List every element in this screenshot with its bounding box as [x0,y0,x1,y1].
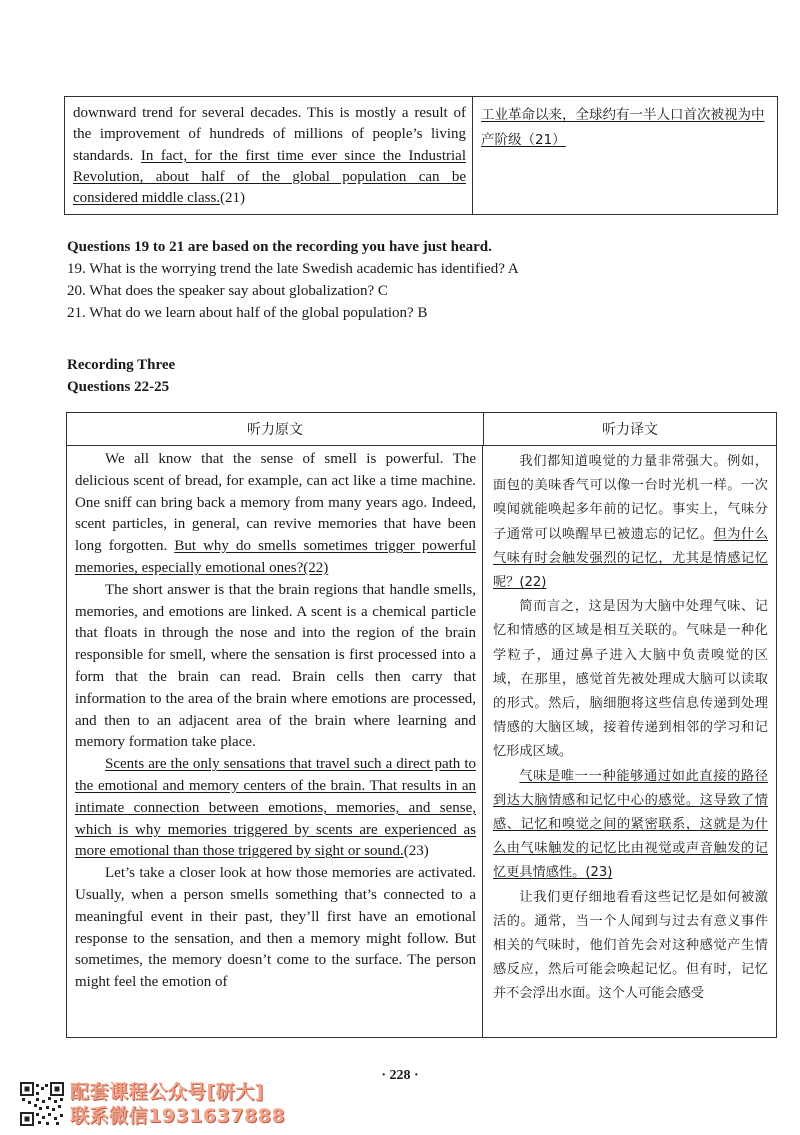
paragraph-text: 我们都知道嗅觉的力量非常强大。例如，面包的美味香气可以像一台时光机一样。一次嗅闻就能唤起多年前的记忆。事实上，气味分子通常可以唤醒早已被遗忘的记忆。 [493,454,768,542]
answer-ref: (22) [519,575,547,591]
english-paragraph: The short answer is that the brain regions that handle smells, memories, and emotions are linked. A scent is a chemical particle that floats in through the nose and into the region of the brain responsible for smell, where the sensation is first processed into a form that the brain can read. Brain cells then carry that information to the area of the brain where emotions are processed, and then to an adjacent area of the brain where learning and memory formation take place. [75,581,476,751]
chinese-paragraph [493,765,768,886]
chinese-paragraph: 让我们更仔细地看看这些记忆是如何被激活的。通常，当一个人闻到与过去有意义事件相关的气味时，他们首先会对这种感觉产生情感反应，然后可能会唤起记忆。但有时，记忆并不会浮出水面。这个人可能会感受 [493,889,768,1002]
top-table-chinese-cell [473,97,777,214]
top-table [64,96,778,215]
underlined-text: 但为什么气味有时会触发强烈的记忆，尤其是情感记忆呢？ [493,526,769,591]
recording-header [67,354,175,398]
header-original-text: 听力原文 [67,413,484,445]
questions-heading: Questions 19 to 21 are based on the recording you have just heard. [67,239,492,255]
english-ref: (21) [220,190,246,207]
questions-block [67,236,767,324]
promo-watermark [70,1080,285,1128]
chinese-underlined-text: 工业革命以来，全球约有一半人口首次被视为中产阶级（21） [481,107,765,148]
paragraph-text: We all know that the sense of smell is powerful. The delicious scent of bread, for example, can act like a time machine. One sniff can bring back a memory from many years ago. Indeed, scent particles, in general, can revive memories that have been long forgotten. [75,451,476,555]
underlined-text: But why do smells sometimes trigger powerful memories, especially emotional ones? [75,538,476,576]
question-item: 20. What does the speaker say about globalization? C [67,283,388,299]
promo-line: 配套课程公众号[研大] [70,1081,264,1103]
chinese-paragraph [493,450,768,595]
english-paragraph: Let’s take a closer look at how those memories are activated. Usually, when a person smells something that’s connected to a meaningful event in their past, they’ll first have an emotional response to the sensation, and then a memory might follow. But sometimes, the memory doesn’t come to the surface. The person might feel the emotion of [75,865,476,991]
qr-code-icon [20,1082,64,1126]
english-column [67,446,483,1038]
chinese-paragraph: 简而言之，这是因为大脑中处理气味、记忆和情感的区域是相互关联的。气味是一种化学粒子，通过鼻子进入大脑中负责嗅觉的区域，在那里，感觉首先被处理成大脑可以读取的形式。然后，脑细胞将这些信息传递到处理情感的大脑区域，接着传递到相邻的学习和记忆形成区域。 [493,599,768,760]
answer-ref: (23) [403,843,429,860]
english-text: downward trend for several decades. This is mostly a result of the improvement of hundreds of millions of people’s living standards. [73,105,466,164]
answer-ref: (23) [585,865,613,881]
transcript-table [66,412,777,1038]
underlined-text: 气味是唯一一种能够通过如此直接的路径到达大脑情感和记忆中心的感觉。这导致了情感、记忆和嗅觉之间的紧密联系，这就是为什么由气味触发的记忆比由视觉或声音触发的记忆更具情感性。 [493,768,768,881]
recording-subtitle: Questions 22-25 [67,379,170,395]
transcript-table-body [67,446,776,1038]
underlined-text: Scents are the only sensations that travel such a direct path to the emotional and memory centers of the brain. That results in an intimate connection between emotions, memories, and sense, which is why memories triggered by scents are experienced as more emotional than those triggered by sight or sound. [75,756,476,860]
question-item: 19. What is the worrying trend the late Swedish academic has identified? A [67,261,519,277]
question-item: 21. What do we learn about half of the global population? B [67,305,428,321]
answer-ref: (22) [303,559,329,576]
page-number: · 228 · [381,1068,419,1083]
promo-line: 联系微信1931637888 [70,1105,286,1127]
header-translation: 听力译文 [602,422,658,438]
english-underlined-text: In fact, for the first time ever since the Industrial Revolution, about half of the global population can be considered middle class. [73,147,466,207]
english-paragraph [75,754,476,863]
recording-title: Recording Three [67,357,176,373]
chinese-column [483,446,776,1038]
transcript-table-header [67,413,776,446]
english-paragraph [75,449,476,580]
top-table-english-cell [65,97,473,214]
